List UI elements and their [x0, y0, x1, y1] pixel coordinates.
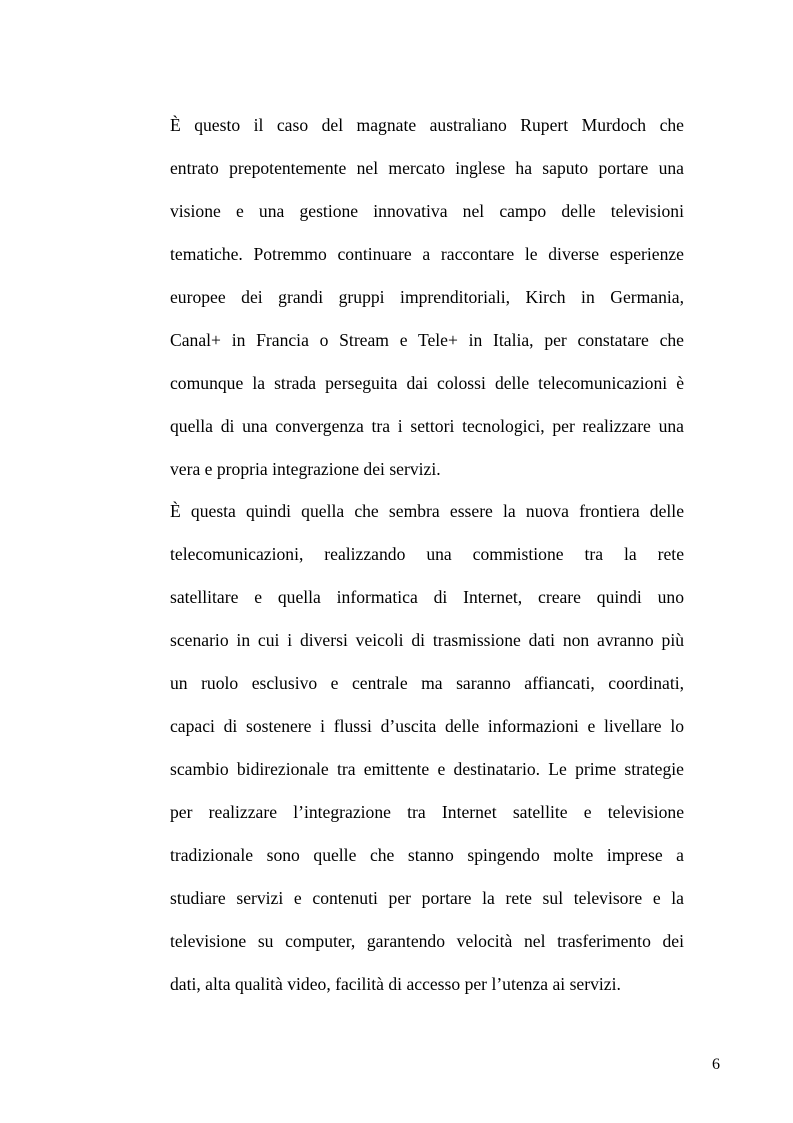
text-line: È questa quindi quella che sembra essere la nuova frontiera delle — [170, 501, 684, 521]
text-line: europee dei grandi gruppi imprenditoriali, Kirch in Germania, — [170, 287, 684, 307]
page-number: 6 — [712, 1056, 720, 1073]
text-line: scambio bidirezionale tra emittente e destinatario. Le prime strategie — [170, 759, 684, 779]
text-line: comunque la strada perseguita dai colossi delle telecomunicazioni è — [170, 373, 684, 393]
text-line: Canal+ in Francia o Stream e Tele+ in Italia, per constatare che — [170, 330, 684, 350]
text-line: studiare servizi e contenuti per portare la rete sul televisore e la — [170, 888, 684, 908]
text-line: entrato prepotentemente nel mercato inglese ha saputo portare una — [170, 158, 684, 178]
text-line: per realizzare l’integrazione tra Internet satellite e televisione — [170, 802, 684, 822]
text-line: televisione su computer, garantendo velocità nel trasferimento dei — [170, 931, 684, 951]
text-line: satellitare e quella informatica di Internet, creare quindi uno — [170, 587, 684, 607]
text-line: capaci di sostenere i flussi d’uscita delle informazioni e livellare lo — [170, 716, 684, 736]
paragraph — [170, 110, 684, 497]
text-line: visione e una gestione innovativa nel campo delle televisioni — [170, 201, 684, 221]
text-line: È questo il caso del magnate australiano Rupert Murdoch che — [170, 115, 684, 135]
text-line: quella di una convergenza tra i settori tecnologici, per realizzare una — [170, 416, 684, 436]
text-line: vera e propria integrazione dei servizi. — [170, 459, 441, 479]
text-line: un ruolo esclusivo e centrale ma saranno affiancati, coordinati, — [170, 673, 684, 693]
text-line: tematiche. Potremmo continuare a raccontare le diverse esperienze — [170, 244, 684, 264]
paragraph — [170, 496, 684, 1012]
text-line: telecomunicazioni, realizzando una commistione tra la rete — [170, 544, 684, 564]
text-line: dati, alta qualità video, facilità di accesso per l’utenza ai servizi. — [170, 974, 621, 994]
text-line: tradizionale sono quelle che stanno spingendo molte imprese a — [170, 845, 684, 865]
text-line: scenario in cui i diversi veicoli di trasmissione dati non avranno più — [170, 630, 684, 650]
